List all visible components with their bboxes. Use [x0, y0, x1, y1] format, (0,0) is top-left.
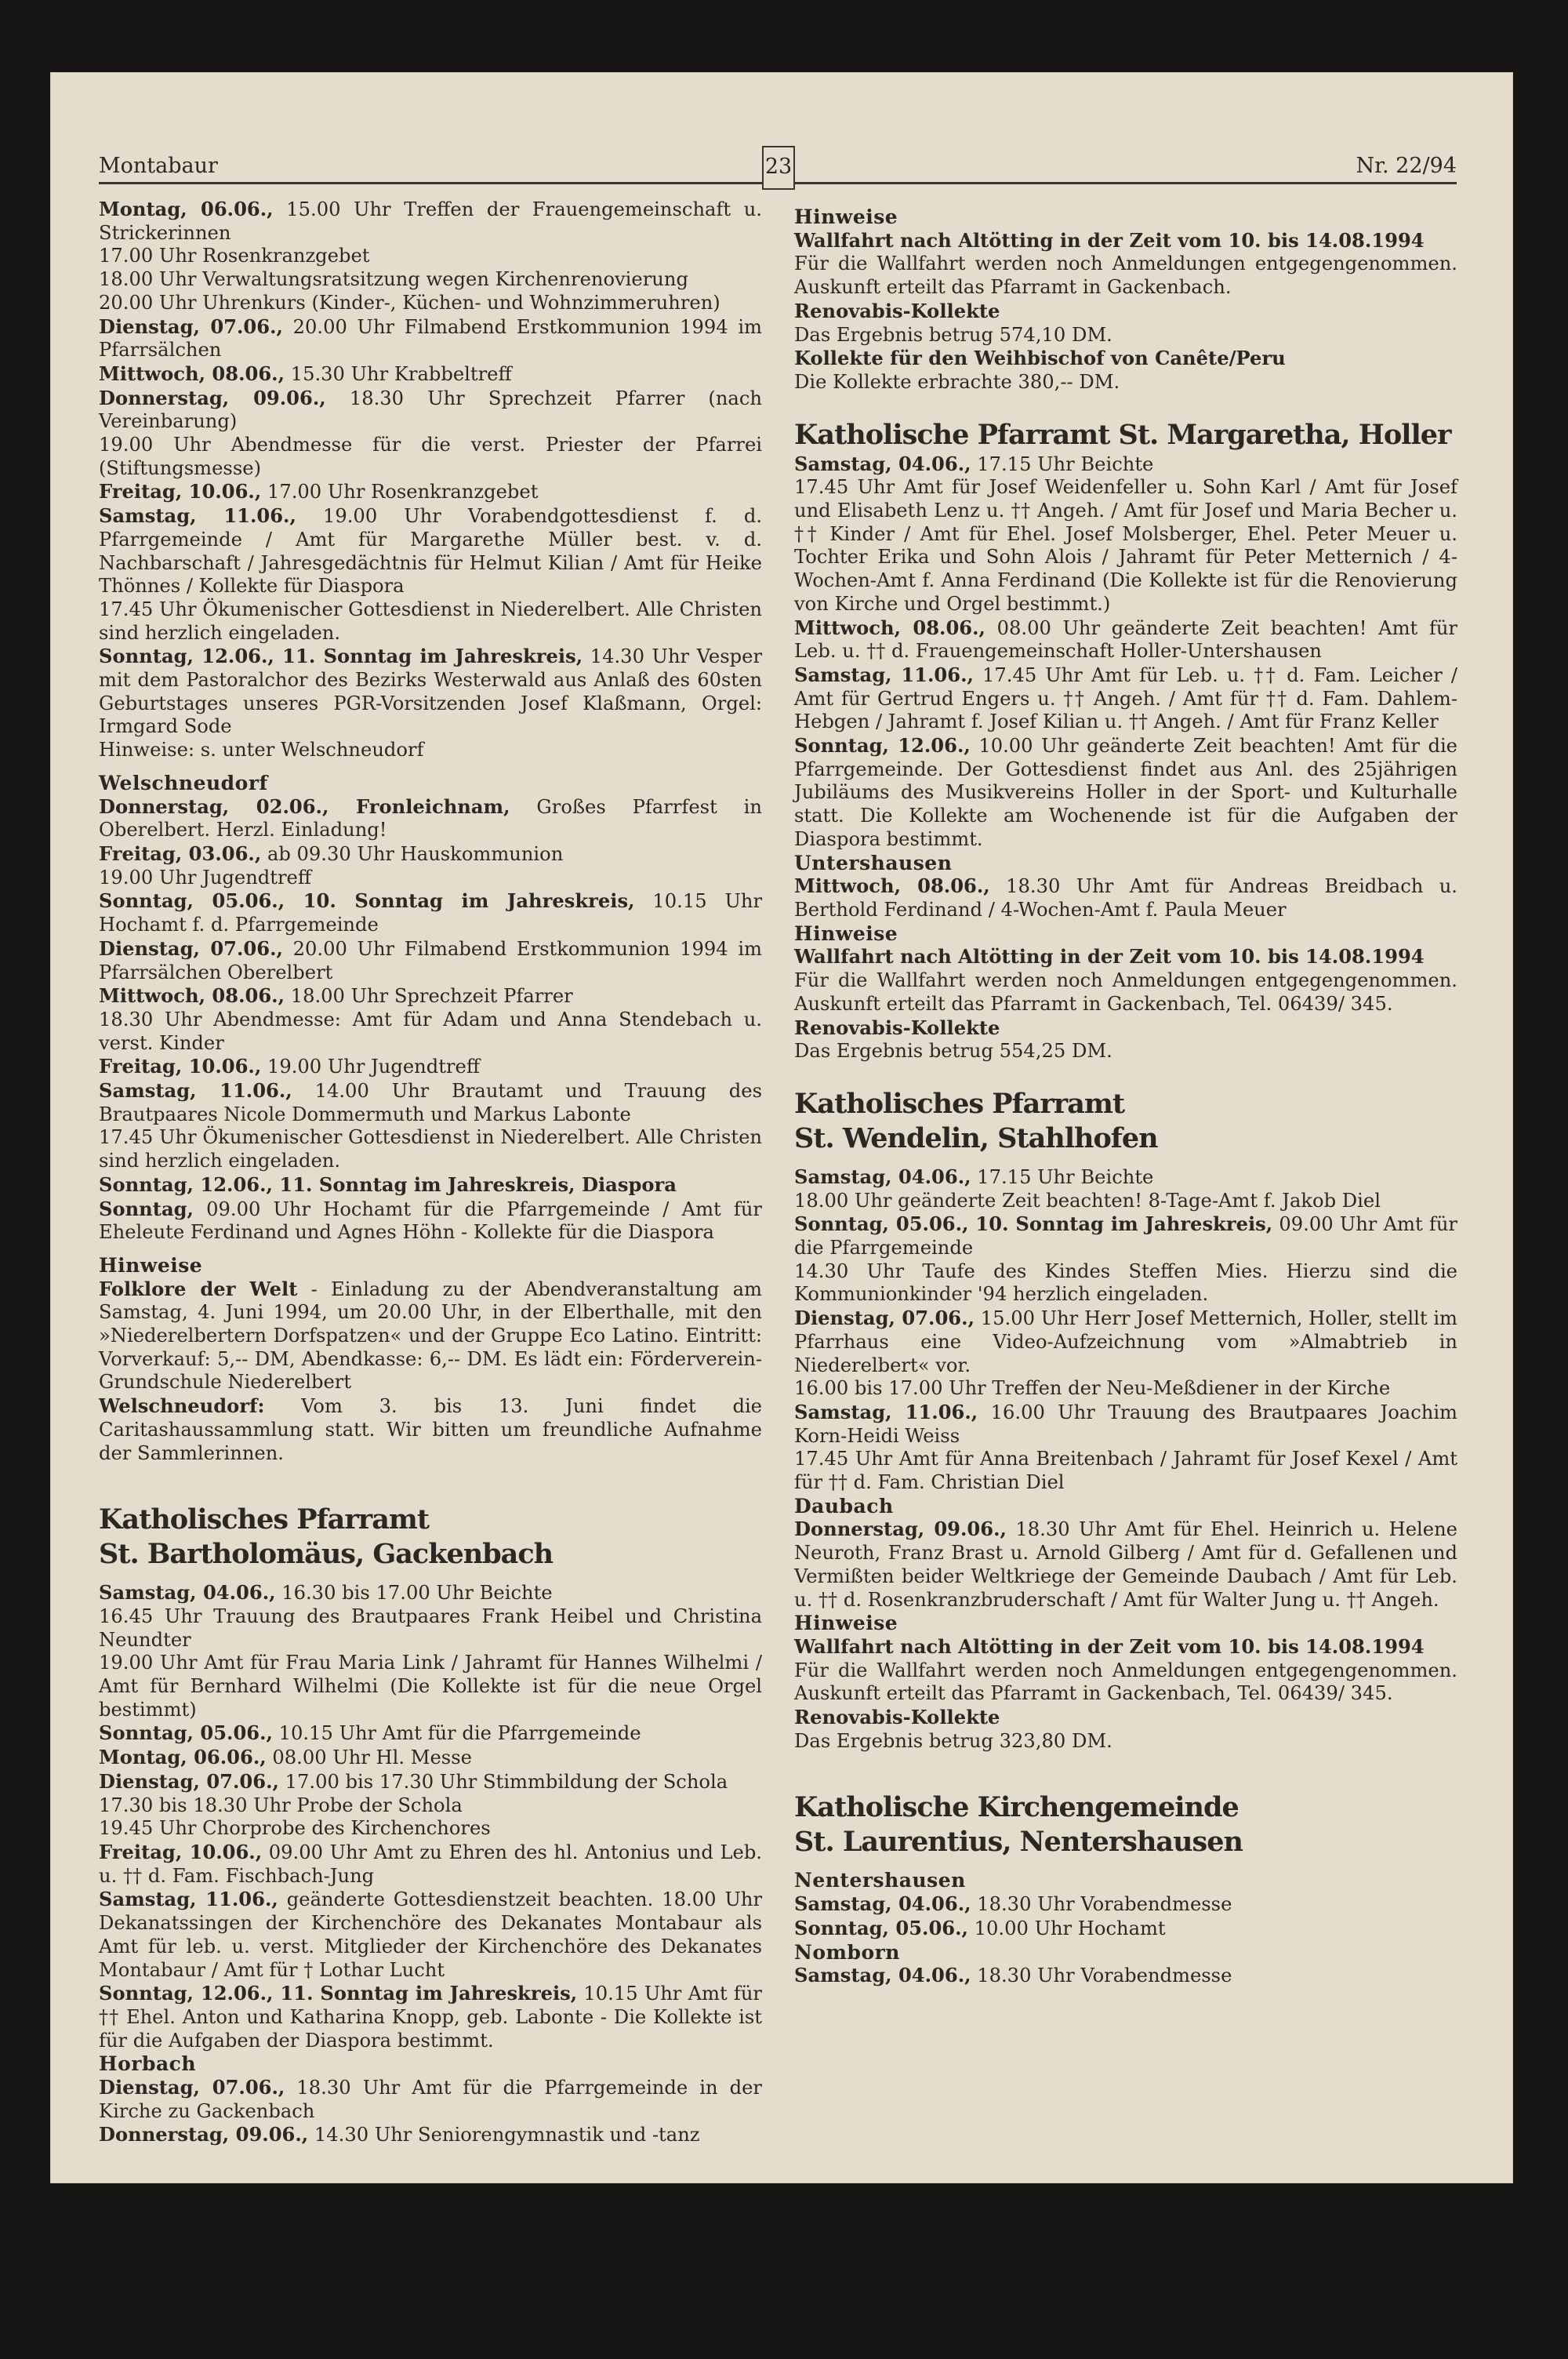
entry-text: 18.00 Uhr Sprechzeit Pfarrer	[285, 985, 573, 1008]
entry-paragraph	[99, 795, 762, 842]
entry-bold-lead: Sonntag, 12.06., 11. Sonntag im Jahreskreis,	[99, 645, 583, 668]
entry-text: 18.30 Uhr Sprechzeit Pfarrer (nach Vereinbarung)	[99, 387, 762, 433]
entry-paragraph	[794, 453, 1457, 477]
entry-paragraph	[99, 867, 762, 890]
entry-paragraph	[99, 1888, 762, 1982]
section-heading: Daubach	[794, 1494, 894, 1518]
entry-paragraph	[99, 1055, 762, 1079]
entry-paragraph	[794, 1377, 1457, 1401]
entry-text: 17.00 Uhr Rosenkranzgebet	[261, 481, 539, 503]
entry-list	[794, 945, 1457, 1063]
entry-text: Das Ergebnis betrug 554,25 DM.	[794, 1040, 1112, 1063]
entry-list	[794, 874, 1457, 921]
parish-title: Katholisches Pfarramt	[794, 1087, 1125, 1120]
header-place: Montabaur	[99, 154, 218, 178]
entry-bold-lead: Samstag, 11.06.,	[794, 663, 974, 686]
entry-bold-lead: Samstag, 04.06.,	[794, 1892, 971, 1916]
entry-paragraph	[794, 945, 1457, 969]
page-number: 23	[762, 146, 795, 190]
entry-text: Für die Wallfahrt werden noch Anmeldungen entgegengenommen. Auskunft erteilt das Pfarramt in Gackenbach, Tel. 06439/ 345.	[794, 1659, 1457, 1705]
entry-text: 20.00 Uhr Filmabend Erstkommunion 1994 im Pfarrsälchen Oberelbert	[99, 937, 762, 983]
entry-list	[794, 1635, 1457, 1754]
entry-bold-lead: Donnerstag, 09.06.,	[99, 386, 326, 409]
entry-text: 17.15 Uhr Beichte	[971, 1165, 1154, 1188]
entry-paragraph	[794, 229, 1457, 253]
entry-bold-lead: Samstag, 11.06.,	[99, 1888, 278, 1911]
parish-title: St. Bartholomäus, Gackenbach	[99, 1538, 554, 1571]
entry-paragraph	[794, 1635, 1457, 1659]
entry-paragraph	[99, 889, 762, 936]
entry-paragraph	[794, 300, 1457, 324]
entry-list	[794, 1964, 1457, 1988]
entry-paragraph	[794, 734, 1457, 852]
entry-bold-lead: Samstag, 04.06.,	[794, 452, 971, 475]
entry-text: 09.00 Uhr Amt für die Pfarrgemeinde	[794, 1213, 1457, 1259]
entry-paragraph	[794, 1212, 1457, 1259]
entry-bold-lead: Sonntag, 12.06.,	[794, 734, 971, 758]
entry-bold-lead: Montag, 06.06.,	[99, 198, 274, 220]
entry-paragraph	[794, 1307, 1457, 1377]
entry-bold-lead: Mittwoch, 08.06.,	[99, 984, 285, 1008]
entry-bold-lead: Samstag, 04.06.,	[99, 1581, 276, 1605]
entry-bold-lead: Sonntag, 05.06.,	[99, 1721, 273, 1745]
entry-paragraph	[794, 874, 1457, 921]
entry-text: 16.00 bis 17.00 Uhr Treffen der Neu-Meßdiener in der Kirche	[794, 1377, 1391, 1400]
entry-text: 17.45 Uhr Ökumenischer Gottesdienst in Niederelbert. Alle Christen sind herzlich eingeladen.	[99, 1126, 762, 1172]
entry-paragraph	[99, 598, 762, 645]
entry-text: 18.30 Uhr Amt für Ehel. Heinrich u. Helene Neuroth, Franz Brast u. Arnold Gilberg / Amt für d. Gefallenen und Vermißten beider Weltkriege der Gemeinde Daubach / Amt für Leb. u. †† d. Rosenkranzbruderschaft / Amt für Walter Jung u. †† Angeh.	[794, 1518, 1457, 1611]
entry-paragraph	[794, 1892, 1457, 1917]
entry-paragraph	[99, 268, 762, 292]
entry-bold-lead: Sonntag, 05.06., 10. Sonntag im Jahreskreis,	[99, 889, 635, 913]
entry-paragraph	[794, 1518, 1457, 1612]
entry-paragraph	[99, 984, 762, 1009]
entry-bold-lead: Dienstag, 07.06.,	[794, 1307, 975, 1330]
entry-text: 20.00 Uhr Filmabend Erstkommunion 1994 im Pfarrsälchen	[99, 315, 762, 362]
section-heading: Hinweise	[794, 1612, 898, 1635]
entry-text: 18.30 Uhr Abendmesse: Amt für Adam und Anna Stendebach u. verst. Kinder	[99, 1008, 762, 1054]
entry-paragraph	[99, 739, 762, 762]
entry-text: 17.45 Uhr Ökumenischer Gottesdienst in Niederelbert. Alle Christen sind herzlich eingeladen.	[99, 598, 762, 644]
left-column	[99, 198, 762, 2147]
entry-text: 15.00 Uhr Treffen der Frauengemeinschaft u. Strickerinnen	[99, 198, 762, 244]
entry-text: 19.45 Uhr Chorprobe des Kirchenchores	[99, 1817, 491, 1840]
entry-paragraph	[794, 1964, 1457, 1988]
entry-paragraph	[99, 1394, 762, 1465]
entry-text: 17.00 Uhr Rosenkranzgebet	[99, 245, 370, 267]
entry-list	[99, 795, 762, 1245]
section-heading: Untershausen	[794, 851, 953, 874]
entry-paragraph	[99, 315, 762, 362]
entry-bold-lead: Mittwoch, 08.06.,	[99, 362, 285, 385]
entry-text: 18.00 Uhr geänderte Zeit beachten! 8-Tage-Amt f. Jakob Diel	[794, 1189, 1381, 1212]
entry-bold-lead: Sonntag, 05.06., 10. Sonntag im Jahreskreis,	[794, 1212, 1273, 1236]
entry-text: 19.00 Uhr Vorabendgottesdienst f. d. Pfarrgemeinde / Amt für Margarethe Müller best. v. d. Nachbarschaft / Jahresgedächtnis für Helmut Kilian / Amt für Heike Thönnes / Kollekte für Diaspora	[99, 505, 763, 598]
entry-bold-lead: Samstag, 11.06.,	[99, 504, 296, 528]
entry-text: Großes Pfarrfest in Oberelbert. Herzl. Einladung!	[99, 795, 762, 841]
entry-paragraph	[99, 2123, 762, 2147]
entry-text: 08.00 Uhr geänderte Zeit beachten! Amt für Leb. u. †† d. Frauengemeinschaft Holler-Untershausen	[794, 616, 1457, 663]
entry-paragraph	[99, 292, 762, 315]
entry-text: Das Ergebnis betrug 323,80 DM.	[794, 1729, 1112, 1752]
entry-text: 16.30 bis 17.00 Uhr Beichte	[275, 1582, 553, 1605]
section-heading: Nomborn	[794, 1940, 900, 1964]
entry-bold-lead: Wallfahrt nach Altötting in der Zeit vom 10. bis 14.08.1994	[794, 1634, 1425, 1658]
entry-text: 16.45 Uhr Trauung des Brautpaares Frank Heibel und Christina Neundter	[99, 1605, 762, 1651]
entry-paragraph	[99, 504, 762, 598]
entry-paragraph	[794, 1040, 1457, 1063]
entry-text: 18.00 Uhr Verwaltungsratsitzung wegen Kirchenrenovierung	[99, 268, 688, 291]
entry-text: 14.30 Uhr Seniorengymnastik und -tanz	[308, 2124, 700, 2146]
entry-text: 16.00 Uhr Trauung des Brautpaares Joachim Korn-Heidi Weiss	[794, 1401, 1457, 1447]
entry-text: 17.45 Uhr Amt für Leb. u. †† d. Fam. Leicher / Amt für Gertrud Engers u. †† Angeh. / Amt für †† d. Fam. Dahlem-Hebgen / Jahramt f. Josef Kilian u. †† Angeh. / Amt für Franz Keller	[794, 663, 1458, 733]
entry-text: Für die Wallfahrt werden noch Anmeldungen entgegengenommen. Auskunft erteilt das Pfarramt in Gackenbach, Tel. 06439/ 345.	[794, 969, 1457, 1015]
entry-bold-lead: Montag, 06.06.,	[99, 1746, 267, 1769]
entry-paragraph	[794, 969, 1457, 1016]
entry-paragraph	[99, 937, 762, 984]
entry-bold-lead: Renovabis-Kollekte	[794, 299, 1000, 322]
entry-list	[794, 1892, 1457, 1940]
entry-paragraph	[794, 616, 1457, 663]
entry-bold-lead: Folklore der Welt	[99, 1277, 298, 1300]
entry-text: 17.30 bis 18.30 Uhr Probe der Schola	[99, 1794, 463, 1816]
entry-text: Die Kollekte erbrachte 380,-- DM.	[794, 370, 1120, 393]
entry-bold-lead: Renovabis-Kollekte	[794, 1706, 1000, 1729]
entry-paragraph	[99, 1652, 762, 1721]
section-heading: Hinweise	[794, 205, 898, 228]
entry-bold-lead: Dienstag, 07.06.,	[99, 1769, 279, 1793]
entry-text: Hinweise: s. unter Welschneudorf	[99, 739, 424, 761]
entry-paragraph	[99, 480, 762, 504]
entry-text: geänderte Gottesdienstzeit beachten. 18.00 Uhr Dekanatssingen der Kirchenchöre des Dekanates Montabaur als Amt für leb. u. verst. Mitglieder der Kirchenchöre des Dekanates Montabaur / Amt für † Lothar Lucht	[99, 1888, 763, 1981]
entry-paragraph	[794, 1917, 1457, 1941]
entry-paragraph	[99, 2076, 762, 2123]
entry-text: 18.30 Uhr Vorabendmesse	[971, 1965, 1232, 1987]
entry-paragraph	[99, 1794, 762, 1818]
entry-text: 10.15 Uhr Hochamt f. d. Pfarrgemeinde	[99, 890, 763, 936]
entry-paragraph	[794, 1165, 1457, 1190]
entry-paragraph	[99, 245, 762, 268]
entry-bold-lead: Samstag, 04.06.,	[794, 1964, 971, 1987]
entry-bold-lead: Wallfahrt nach Altötting in der Zeit vom 10. bis 14.08.1994	[794, 228, 1425, 252]
right-column	[794, 205, 1457, 1988]
entry-list	[794, 1165, 1457, 1495]
parish-title: Katholische Pfarramt St. Margaretha, Holler	[794, 418, 1451, 451]
entry-bold-lead: Samstag, 11.06.,	[99, 1079, 292, 1103]
entry-bold-lead: Dienstag, 07.06.,	[99, 936, 283, 960]
entry-text: 18.30 Uhr Amt für die Pfarrgemeinde in der Kirche zu Gackenbach	[99, 2077, 762, 2122]
entry-bold-lead: Mittwoch, 08.06.,	[794, 874, 990, 898]
entry-text: 19.00 Uhr Abendmesse für die verst. Priester der Pfarrei (Stiftungsmesse)	[99, 434, 762, 479]
entry-paragraph	[794, 1706, 1457, 1730]
entry-bold-lead: Sonntag,	[99, 1197, 194, 1220]
entry-paragraph	[794, 347, 1457, 371]
entry-list	[794, 453, 1457, 852]
entry-bold-lead: Dienstag, 07.06.,	[99, 2076, 285, 2099]
section-heading: Hinweise	[794, 921, 898, 945]
page-header	[99, 149, 1457, 187]
entry-paragraph	[99, 1173, 762, 1198]
entry-paragraph	[99, 1278, 762, 1395]
entry-paragraph	[99, 1079, 762, 1126]
entry-paragraph	[794, 324, 1457, 347]
entry-paragraph	[99, 1770, 762, 1794]
entry-paragraph	[99, 1841, 762, 1888]
entry-bold-lead: Freitag, 10.06.,	[99, 1055, 262, 1078]
entry-paragraph	[794, 1190, 1457, 1213]
entry-bold-lead: Samstag, 11.06.,	[794, 1400, 978, 1423]
entry-text: 14.30 Uhr Taufe des Kindes Steffen Mies. Hierzu sind die Kommunionkinder '94 herzlich eingeladen.	[794, 1259, 1457, 1306]
entry-bold-lead: Donnerstag, 02.06., Fronleichnam,	[99, 794, 510, 818]
entry-text: 15.00 Uhr Herr Josef Metternich, Holler, stellt im Pfarrhaus eine Video-Aufzeichnung vom »Almabtrieb in Niederelbert« vor.	[794, 1307, 1457, 1376]
section-heading: Welschneudorf	[99, 771, 268, 794]
entry-paragraph	[99, 387, 762, 434]
entry-paragraph	[99, 1746, 762, 1770]
entry-bold-lead: Dienstag, 07.06.,	[99, 314, 283, 338]
entry-bold-lead: Sonntag, 05.06.,	[794, 1916, 968, 1939]
entry-bold-lead: Welschneudorf:	[99, 1394, 265, 1418]
entry-text: 17.15 Uhr Beichte	[971, 453, 1154, 475]
entry-paragraph	[794, 253, 1457, 299]
entry-text: 19.00 Uhr Amt für Frau Maria Link / Jahramt für Hannes Wilhelmi / Amt für Bernhard Wilhelmi (Die Kollekte ist für die neue Orgel bestimmt)	[99, 1652, 762, 1721]
entry-paragraph	[99, 1721, 762, 1746]
entry-bold-lead: Samstag, 04.06.,	[794, 1165, 971, 1188]
entry-paragraph	[99, 1198, 762, 1245]
entry-paragraph	[794, 1448, 1457, 1494]
entry-list	[99, 2076, 762, 2147]
entry-text: 10.00 Uhr Hochamt	[967, 1917, 1166, 1939]
entry-text: 15.30 Uhr Krabbeltreff	[285, 362, 512, 385]
entry-paragraph	[99, 1605, 762, 1652]
entry-paragraph	[99, 842, 762, 867]
parish-title: Katholisches Pfarramt	[99, 1503, 430, 1536]
parish-title: St. Wendelin, Stahlhofen	[794, 1121, 1158, 1154]
entry-list	[794, 1518, 1457, 1612]
entry-text: 17.45 Uhr Amt für Anna Breitenbach / Jahramt für Josef Kexel / Amt für †† d. Fam. Christian Diel	[794, 1448, 1457, 1494]
entry-bold-lead: Mittwoch, 08.06.,	[794, 616, 985, 639]
entry-paragraph	[794, 1260, 1457, 1307]
entry-text: 10.00 Uhr geänderte Zeit beachten! Amt für die Pfarrgemeinde. Der Gottesdienst findet aus Anl. des 25jährigen Jubiläums des Musikvereins Holler in der Sport- und Kulturhalle statt. Die Kollekte am Wochenende ist für die Aufgaben der Diaspora bestimmt.	[794, 735, 1457, 850]
entry-text: 18.30 Uhr Amt für Andreas Breidbach u. Berthold Ferdinand / 4-Wochen-Amt f. Paula Meuer	[794, 875, 1457, 921]
entry-paragraph	[794, 1659, 1457, 1706]
entry-text: 19.00 Uhr Jugendtreff	[99, 866, 312, 889]
entry-text: 18.30 Uhr Vorabendmesse	[971, 1893, 1232, 1916]
entry-text: 14.00 Uhr Brautamt und Trauung des Brautpaares Nicole Dommermuth und Markus Labonte	[99, 1080, 763, 1125]
entry-text: - Einladung zu der Abendveranstaltung am Samstag, 4. Juni 1994, um 20.00 Uhr, in der Elberthalle, mit den »Niederelbertern Dorfspatzen« und der Gruppe Eco Latino. Eintritt: Vorverkauf: 5,-- DM, Abendkasse: 6,-- DM. Es lädt ein: Förderverein-Grundschule Niederelbert	[99, 1278, 762, 1394]
entry-bold-lead: Donnerstag, 09.06.,	[99, 2123, 309, 2146]
parish-title: St. Laurentius, Nentershausen	[794, 1826, 1243, 1859]
entry-text: 09.00 Uhr Amt zu Ehren des hl. Antonius und Leb. u. †† d. Fam. Fischbach-Jung	[99, 1841, 762, 1887]
entry-bold-lead: Wallfahrt nach Altötting in der Zeit vom 10. bis 14.08.1994	[794, 945, 1425, 969]
entry-text: ab 09.30 Uhr Hauskommunion	[261, 842, 564, 865]
entry-paragraph	[794, 1016, 1457, 1041]
issue-number: Nr. 22/94	[1356, 154, 1457, 178]
parish-title: Katholische Kirchengemeinde	[794, 1791, 1239, 1824]
entry-paragraph	[99, 1817, 762, 1841]
entry-paragraph	[99, 645, 762, 739]
entry-bold-lead: Renovabis-Kollekte	[794, 1016, 1000, 1039]
entry-list	[99, 1278, 762, 1466]
entry-paragraph	[99, 434, 762, 480]
entry-paragraph	[794, 476, 1457, 616]
entry-text: 08.00 Uhr Hl. Messe	[266, 1747, 472, 1769]
entry-text: Für die Wallfahrt werden noch Anmeldungen entgegengenommen. Auskunft erteilt das Pfarramt in Gackenbach.	[794, 253, 1457, 299]
entry-paragraph	[99, 362, 762, 387]
entry-paragraph	[794, 663, 1457, 734]
entry-list	[99, 1581, 762, 2052]
entry-bold-lead: Sonntag, 12.06., 11. Sonntag im Jahreskreis, Diaspora	[99, 1172, 677, 1196]
entry-paragraph	[99, 198, 762, 245]
section-heading: Nentershausen	[794, 1869, 966, 1892]
entry-bold-lead: Freitag, 03.06.,	[99, 841, 262, 865]
entry-paragraph	[99, 1581, 762, 1605]
entry-text: 20.00 Uhr Uhrenkurs (Kinder-, Küchen- und Wohnzimmeruhren)	[99, 291, 720, 314]
entry-paragraph	[99, 1982, 762, 2052]
entry-paragraph	[99, 1009, 762, 1055]
entry-text: 17.00 bis 17.30 Uhr Stimmbildung der Schola	[278, 1770, 728, 1793]
entry-list	[794, 229, 1457, 394]
entry-text: 10.15 Uhr Amt für die Pfarrgemeinde	[272, 1722, 641, 1745]
section-heading: Hinweise	[99, 1253, 203, 1277]
entry-paragraph	[794, 1401, 1457, 1448]
entry-text: 09.00 Uhr Hochamt für die Pfarrgemeinde / Amt für Eheleute Ferdinand und Agnes Höhn - Kollekte für die Diaspora	[99, 1198, 762, 1244]
entry-bold-lead: Sonntag, 12.06., 11. Sonntag im Jahreskreis,	[99, 1982, 578, 2005]
entry-paragraph	[99, 1126, 762, 1172]
entry-bold-lead: Kollekte für den Weihbischof von Canête/Peru	[794, 347, 1286, 370]
entry-text: 17.45 Uhr Amt für Josef Weidenfeller u. Sohn Karl / Amt für Josef und Elisabeth Lenz u. †† Angeh. / Amt für Josef und Maria Becher u. †† Kinder / Amt für Ehel. Josef Molsberger, Ehel. Peter Meuer u. Tochter Erika und Sohn Alois / Jahramt für Peter Metternich / 4-Wochen-Amt f. Anna Ferdinand (Die Kollekte ist für die Renovierung von Kirche und Orgel bestimmt.)	[794, 476, 1457, 615]
entry-paragraph	[794, 371, 1457, 394]
entry-bold-lead: Donnerstag, 09.06.,	[794, 1518, 1007, 1541]
entry-text: 10.15 Uhr Amt für †† Ehel. Anton und Katharina Knopp, geb. Labonte - Die Kollekte ist für die Aufgaben der Diaspora bestimmt.	[99, 1983, 762, 2052]
entry-bold-lead: Freitag, 10.06.,	[99, 480, 262, 503]
entry-list	[99, 198, 762, 762]
entry-text: 14.30 Uhr Vesper mit dem Pastoralchor des Bezirks Westerwald aus Anlaß des 60sten Geburtstages unseres PGR-Vorsitzenden Josef Klaßmann, Orgel: Irmgard Sode	[99, 645, 763, 738]
section-heading: Horbach	[99, 2052, 197, 2076]
entry-paragraph	[794, 1730, 1457, 1754]
entry-text: 19.00 Uhr Jugendtreff	[261, 1056, 480, 1078]
entry-text: Vom 3. bis 13. Juni findet die Caritashaussammlung statt. Wir bitten um freundliche Aufnahme der Sammlerinnen.	[99, 1395, 762, 1464]
entry-bold-lead: Freitag, 10.06.,	[99, 1841, 263, 1863]
entry-text: Das Ergebnis betrug 574,10 DM.	[794, 323, 1112, 346]
